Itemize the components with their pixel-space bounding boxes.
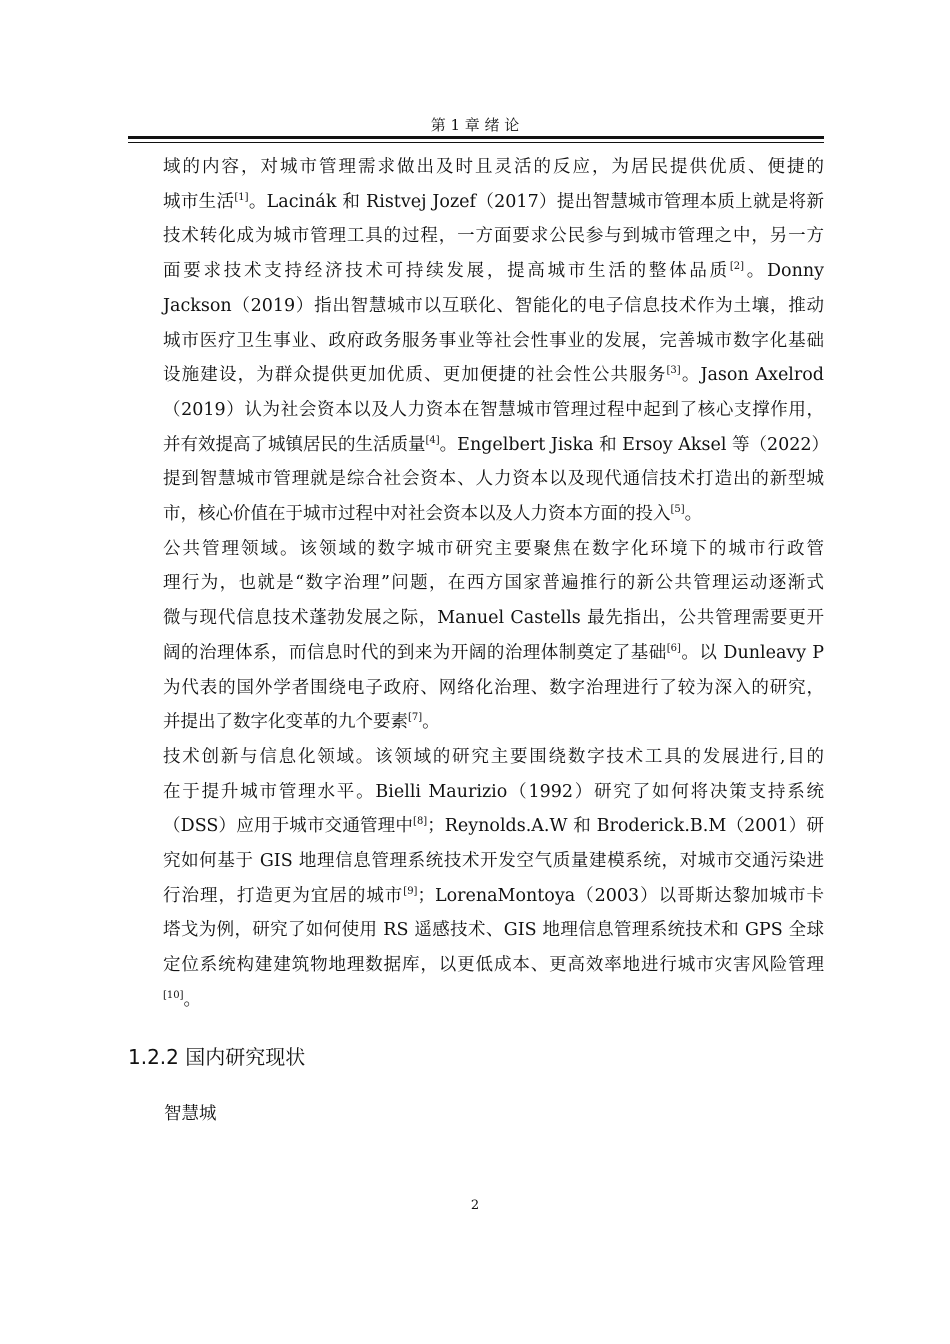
text-line <box>128 219 824 254</box>
text-line <box>128 566 824 601</box>
body-paragraph <box>128 532 824 740</box>
header-rule-thin <box>128 142 824 143</box>
text-line <box>128 705 824 740</box>
citation-ref: [5] <box>670 504 685 516</box>
page-number: 2 <box>470 1198 480 1213</box>
line-text: 。Lacinák 和 Ristvej Jozef（2017）提出智慧城市管理本质上就是将新 <box>248 191 824 212</box>
line-text: 。以 Dunleavy P <box>680 642 824 663</box>
text-line <box>128 601 824 636</box>
text-line <box>128 393 824 428</box>
citation-ref: [9] <box>403 885 418 897</box>
line-text: 设施建设，为群众提供更加优质、更加便捷的社会性公共服务 <box>163 365 667 386</box>
text-line <box>128 497 824 532</box>
line-text: ；Reynolds.A.W 和 Broderick.B.M（2001）研 <box>427 816 824 837</box>
line-text: 公共管理领域。该领域的数字城市研究主要聚焦在数字化环境下的城市行政管 <box>163 538 824 559</box>
line-text: 为代表的国外学者围绕电子政府、网络化治理、数字治理进行了较为深入的研究， <box>163 677 824 698</box>
section-first-paragraph: 智慧城 <box>164 1104 217 1124</box>
line-text: 定位系统构建建筑物地理数据库，以更低成本、更高效率地进行城市灾害风险管理 <box>163 955 824 976</box>
text-line <box>128 983 824 1018</box>
line-text: 并提出了数字化变革的九个要素 <box>163 712 408 733</box>
citation-ref: [3] <box>666 365 681 377</box>
citation-ref: [7] <box>408 712 423 724</box>
text-line <box>128 532 824 567</box>
line-text: 市，核心价值在于城市过程中对社会资本以及人力资本方面的投入 <box>163 504 671 525</box>
running-header: 第 1 章 绪 论 <box>430 116 520 134</box>
text-line <box>128 844 824 879</box>
line-text: 域的内容，对城市管理需求做出及时且灵活的反应，为居民提供优质、便捷的 <box>163 157 824 177</box>
header-rule-thick <box>128 136 824 139</box>
line-text: 塔戈为例，研究了如何使用 RS 遥感技术、GIS 地理信息管理系统技术和 GPS 全球 <box>163 920 824 941</box>
section-heading: 1.2.2 国内研究现状 <box>128 1045 306 1069</box>
text-line <box>128 740 824 775</box>
text-line <box>128 636 824 671</box>
line-text: 在于提升城市管理水平。Bielli Maurizio（1992）研究了如何将决策支持系统 <box>163 781 824 802</box>
line-text: 城市生活 <box>163 191 235 212</box>
text-line <box>128 879 824 914</box>
text-line <box>128 775 824 810</box>
line-text: 技术转化成为城市管理工具的过程，一方面要求公民参与到城市管理之中，另一方 <box>163 226 824 247</box>
text-line <box>128 462 824 497</box>
line-text: 微与现代信息技术蓬勃发展之际，Manuel Castells 最先指出，公共管理需要更开 <box>163 608 824 629</box>
text-line <box>128 428 830 463</box>
citation-ref: [10] <box>163 990 184 1002</box>
citation-ref: [1] <box>234 191 249 203</box>
line-text: 理行为，也就是“数字治理”问题，在西方国家普遍推行的新公共管理运动逐渐式 <box>163 573 824 594</box>
line-text: 。Donny <box>744 261 824 282</box>
citation-ref: [6] <box>666 643 681 655</box>
body-text <box>128 150 830 1018</box>
line-text: 。 <box>183 989 202 1010</box>
text-line <box>128 948 824 983</box>
line-text: 阔的治理体系，而信息时代的到来为开阔的治理体制奠定了基础 <box>163 642 667 663</box>
line-text: ；LorenaMontoya（2003）以哥斯达黎加城市卡 <box>417 885 825 906</box>
line-text: 。 <box>422 712 440 733</box>
line-text: 。Jason Axelrod <box>680 365 824 386</box>
citation-ref: [2] <box>729 261 745 273</box>
line-text: 行治理，打造更为宜居的城市 <box>163 885 404 906</box>
line-text: 技术创新与信息化领域。该领域的研究主要围绕数字技术工具的发展进行,目的 <box>163 746 824 767</box>
line-text: 城市医疗卫生事业、政府政务服务事业等社会性事业的发展，完善城市数字化基础 <box>163 330 824 351</box>
body-paragraph <box>128 740 824 1018</box>
line-text: 提到智慧城市管理就是综合社会资本、人力资本以及现代通信技术打造出的新型城 <box>163 469 824 490</box>
text-line <box>128 185 824 220</box>
line-text: （DSS）应用于城市交通管理中 <box>163 816 414 837</box>
line-text: 并有效提高了城镇居民的生活质量 <box>163 434 426 455</box>
text-line <box>128 254 824 289</box>
citation-ref: [8] <box>413 816 428 828</box>
text-line <box>128 324 824 359</box>
text-line <box>128 358 824 393</box>
line-text: 面要求技术支持经济技术可持续发展，提高城市生活的整体品质 <box>163 261 730 282</box>
line-text: Jackson（2019）指出智慧城市以互联化、智能化的电子信息技术作为土壤，推动 <box>163 295 824 316</box>
text-line <box>128 809 824 844</box>
line-text: （2019）认为社会资本以及人力资本在智慧城市管理过程中起到了核心支撑作用， <box>163 399 824 420</box>
line-text: 。 <box>684 504 703 525</box>
line-text: 究如何基于 GIS 地理信息管理系统技术开发空气质量建模系统，对城市交通污染进 <box>163 851 824 872</box>
body-paragraph <box>128 150 830 532</box>
text-line <box>128 913 824 948</box>
text-line <box>128 671 824 706</box>
text-line <box>128 289 824 324</box>
text-line <box>128 150 824 185</box>
line-text: 。Engelbert Jiska 和 Ersoy Aksel 等（2022） <box>439 434 830 455</box>
citation-ref: [4] <box>425 434 440 446</box>
